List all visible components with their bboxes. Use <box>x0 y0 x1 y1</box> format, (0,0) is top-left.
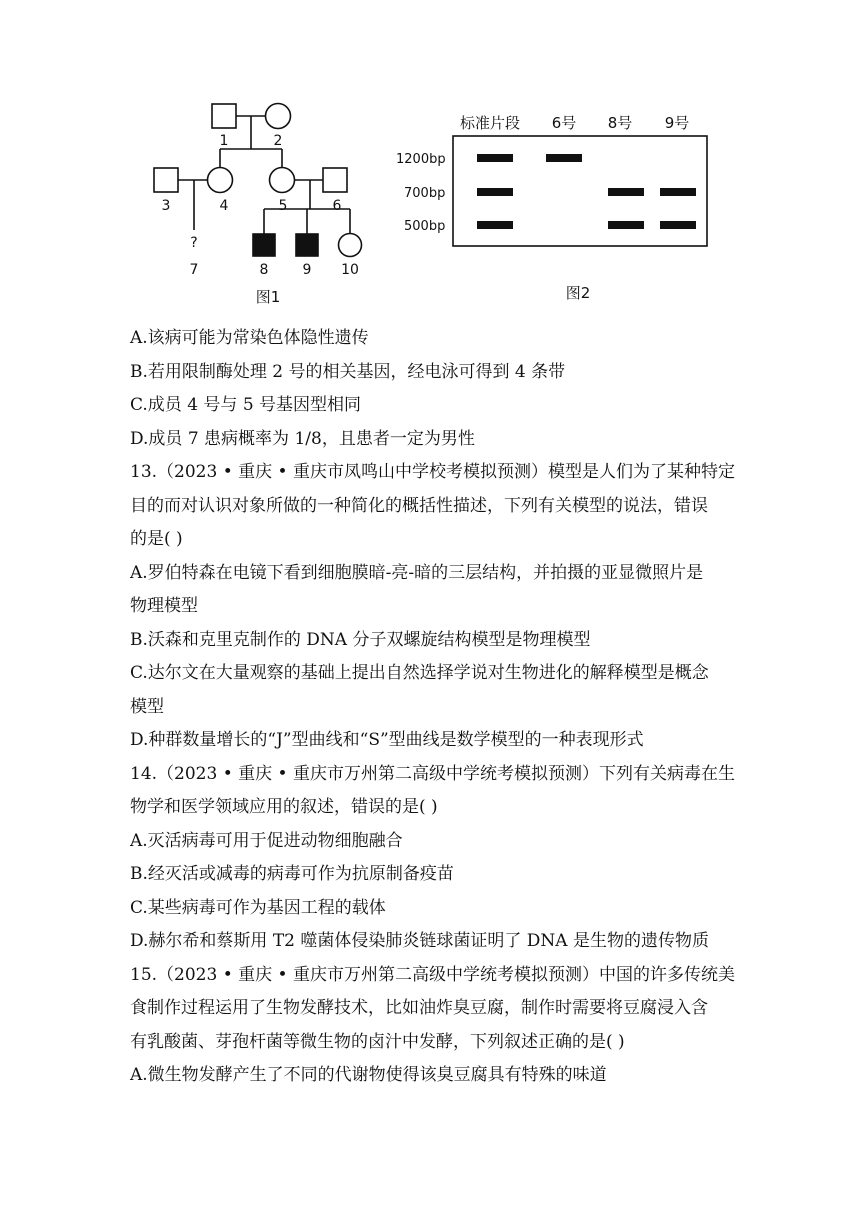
column-8: 8号 <box>607 114 633 132</box>
row-500bp: 500bp <box>404 219 446 234</box>
text-line: A.灭活病毒可用于促进动物细胞融合 <box>130 830 403 851</box>
member-6-symbol <box>323 168 347 192</box>
text-line: 有乳酸菌、芽孢杆菌等微生物的卤汁中发酵，下列叙述正确的是( ) <box>130 1031 625 1052</box>
member-1-symbol <box>212 104 236 128</box>
text-line: C.某些病毒可作为基因工程的载体 <box>130 897 386 918</box>
member-2-symbol <box>266 104 291 129</box>
member-3-label: 3 <box>161 198 171 214</box>
text-line: 模型 <box>130 696 164 717</box>
figure2-caption: 图2 <box>565 284 591 302</box>
row-700bp: 700bp <box>404 186 446 201</box>
text-line: 物学和医学领域应用的叙述，错误的是( ) <box>130 797 438 817</box>
band-standard-500 <box>477 221 513 229</box>
text-line: B.沃森和克里克制作的 DNA 分子双螺旋结构模型是物理模型 <box>130 629 591 650</box>
text-line: A.该病可能为常染色体隐性遗传 <box>130 328 369 348</box>
text-line: A.微生物发酵产生了不同的代谢物使得该臭豆腐具有特殊的味道 <box>130 1065 607 1085</box>
electrophoresis-figure <box>392 104 722 304</box>
member-10-symbol <box>339 234 362 257</box>
band-6-1200 <box>546 154 582 162</box>
band-8-700 <box>608 188 644 196</box>
member-8-label: 8 <box>259 262 269 278</box>
text-line: 14.（2023 • 重庆 • 重庆市万州第二高级中学统考模拟预测）下列有关病毒在生 <box>130 763 735 784</box>
text-line: D.种群数量增长的“J”型曲线和“S”型曲线是数学模型的一种表现形式 <box>130 730 644 750</box>
band-9-500 <box>660 221 696 229</box>
band-standard-700 <box>477 188 513 196</box>
text-line: B.若用限制酶处理 2 号的相关基因，经电泳可得到 4 条带 <box>130 361 566 382</box>
text-line: 15.（2023 • 重庆 • 重庆市万州第二高级中学统考模拟预测）中国的许多传统美 <box>130 964 735 985</box>
column-6: 6号 <box>551 114 577 132</box>
member-9-symbol <box>296 234 318 256</box>
figure1-caption: 图1 <box>255 288 281 306</box>
band-8-500 <box>608 221 644 229</box>
text-line: A.罗伯特森在电镜下看到细胞膜暗-亮-暗的三层结构，并拍摄的亚显微照片是 <box>130 562 704 583</box>
text-line: 目的而对认识对象所做的一种简化的概括性描述，下列有关模型的说法，错误 <box>130 495 708 516</box>
member-1-label: 1 <box>219 133 229 149</box>
member-6-label: 6 <box>332 198 342 214</box>
band-standard-1200 <box>477 154 513 162</box>
text-line: B.经灭活或减毒的病毒可作为抗原制备疫苗 <box>130 864 454 884</box>
member-7-mark: ? <box>190 235 198 251</box>
question-text <box>130 322 735 1093</box>
text-line: C.成员 4 号与 5 号基因型相同 <box>130 395 362 415</box>
text-line: D.赫尔希和蔡斯用 T2 噬菌体侵染肺炎链球菌证明了 DNA 是生物的遗传物质 <box>130 931 709 951</box>
member-3-symbol <box>154 168 178 192</box>
member-10-label: 10 <box>341 262 359 278</box>
row-1200bp: 1200bp <box>396 152 446 167</box>
member-5-symbol <box>270 168 295 193</box>
text-line: 的是( ) <box>130 529 183 549</box>
column-standard: 标准片段 <box>459 114 521 132</box>
column-9: 9号 <box>664 114 690 132</box>
band-9-700 <box>660 188 696 196</box>
text-line: C.达尔文在大量观察的基础上提出自然选择学说对生物进化的解释模型是概念 <box>130 663 709 683</box>
text-line: D.成员 7 患病概率为 1/8，且患者一定为男性 <box>130 428 475 449</box>
text-line: 食制作过程运用了生物发酵技术，比如油炸臭豆腐，制作时需要将豆腐浸入含 <box>130 998 708 1018</box>
member-9-label: 9 <box>302 262 312 278</box>
text-line: 物理模型 <box>130 596 198 616</box>
pedigree-figure <box>140 92 380 312</box>
member-4-symbol <box>208 168 233 193</box>
text-line: 13.（2023 • 重庆 • 重庆市凤鸣山中学校考模拟预测）模型是人们为了某种特定 <box>130 462 735 482</box>
member-8-symbol <box>253 234 275 256</box>
member-2-label: 2 <box>273 133 283 149</box>
member-4-label: 4 <box>219 198 229 214</box>
member-5-label: 5 <box>278 198 288 214</box>
member-7-label: 7 <box>189 262 199 278</box>
